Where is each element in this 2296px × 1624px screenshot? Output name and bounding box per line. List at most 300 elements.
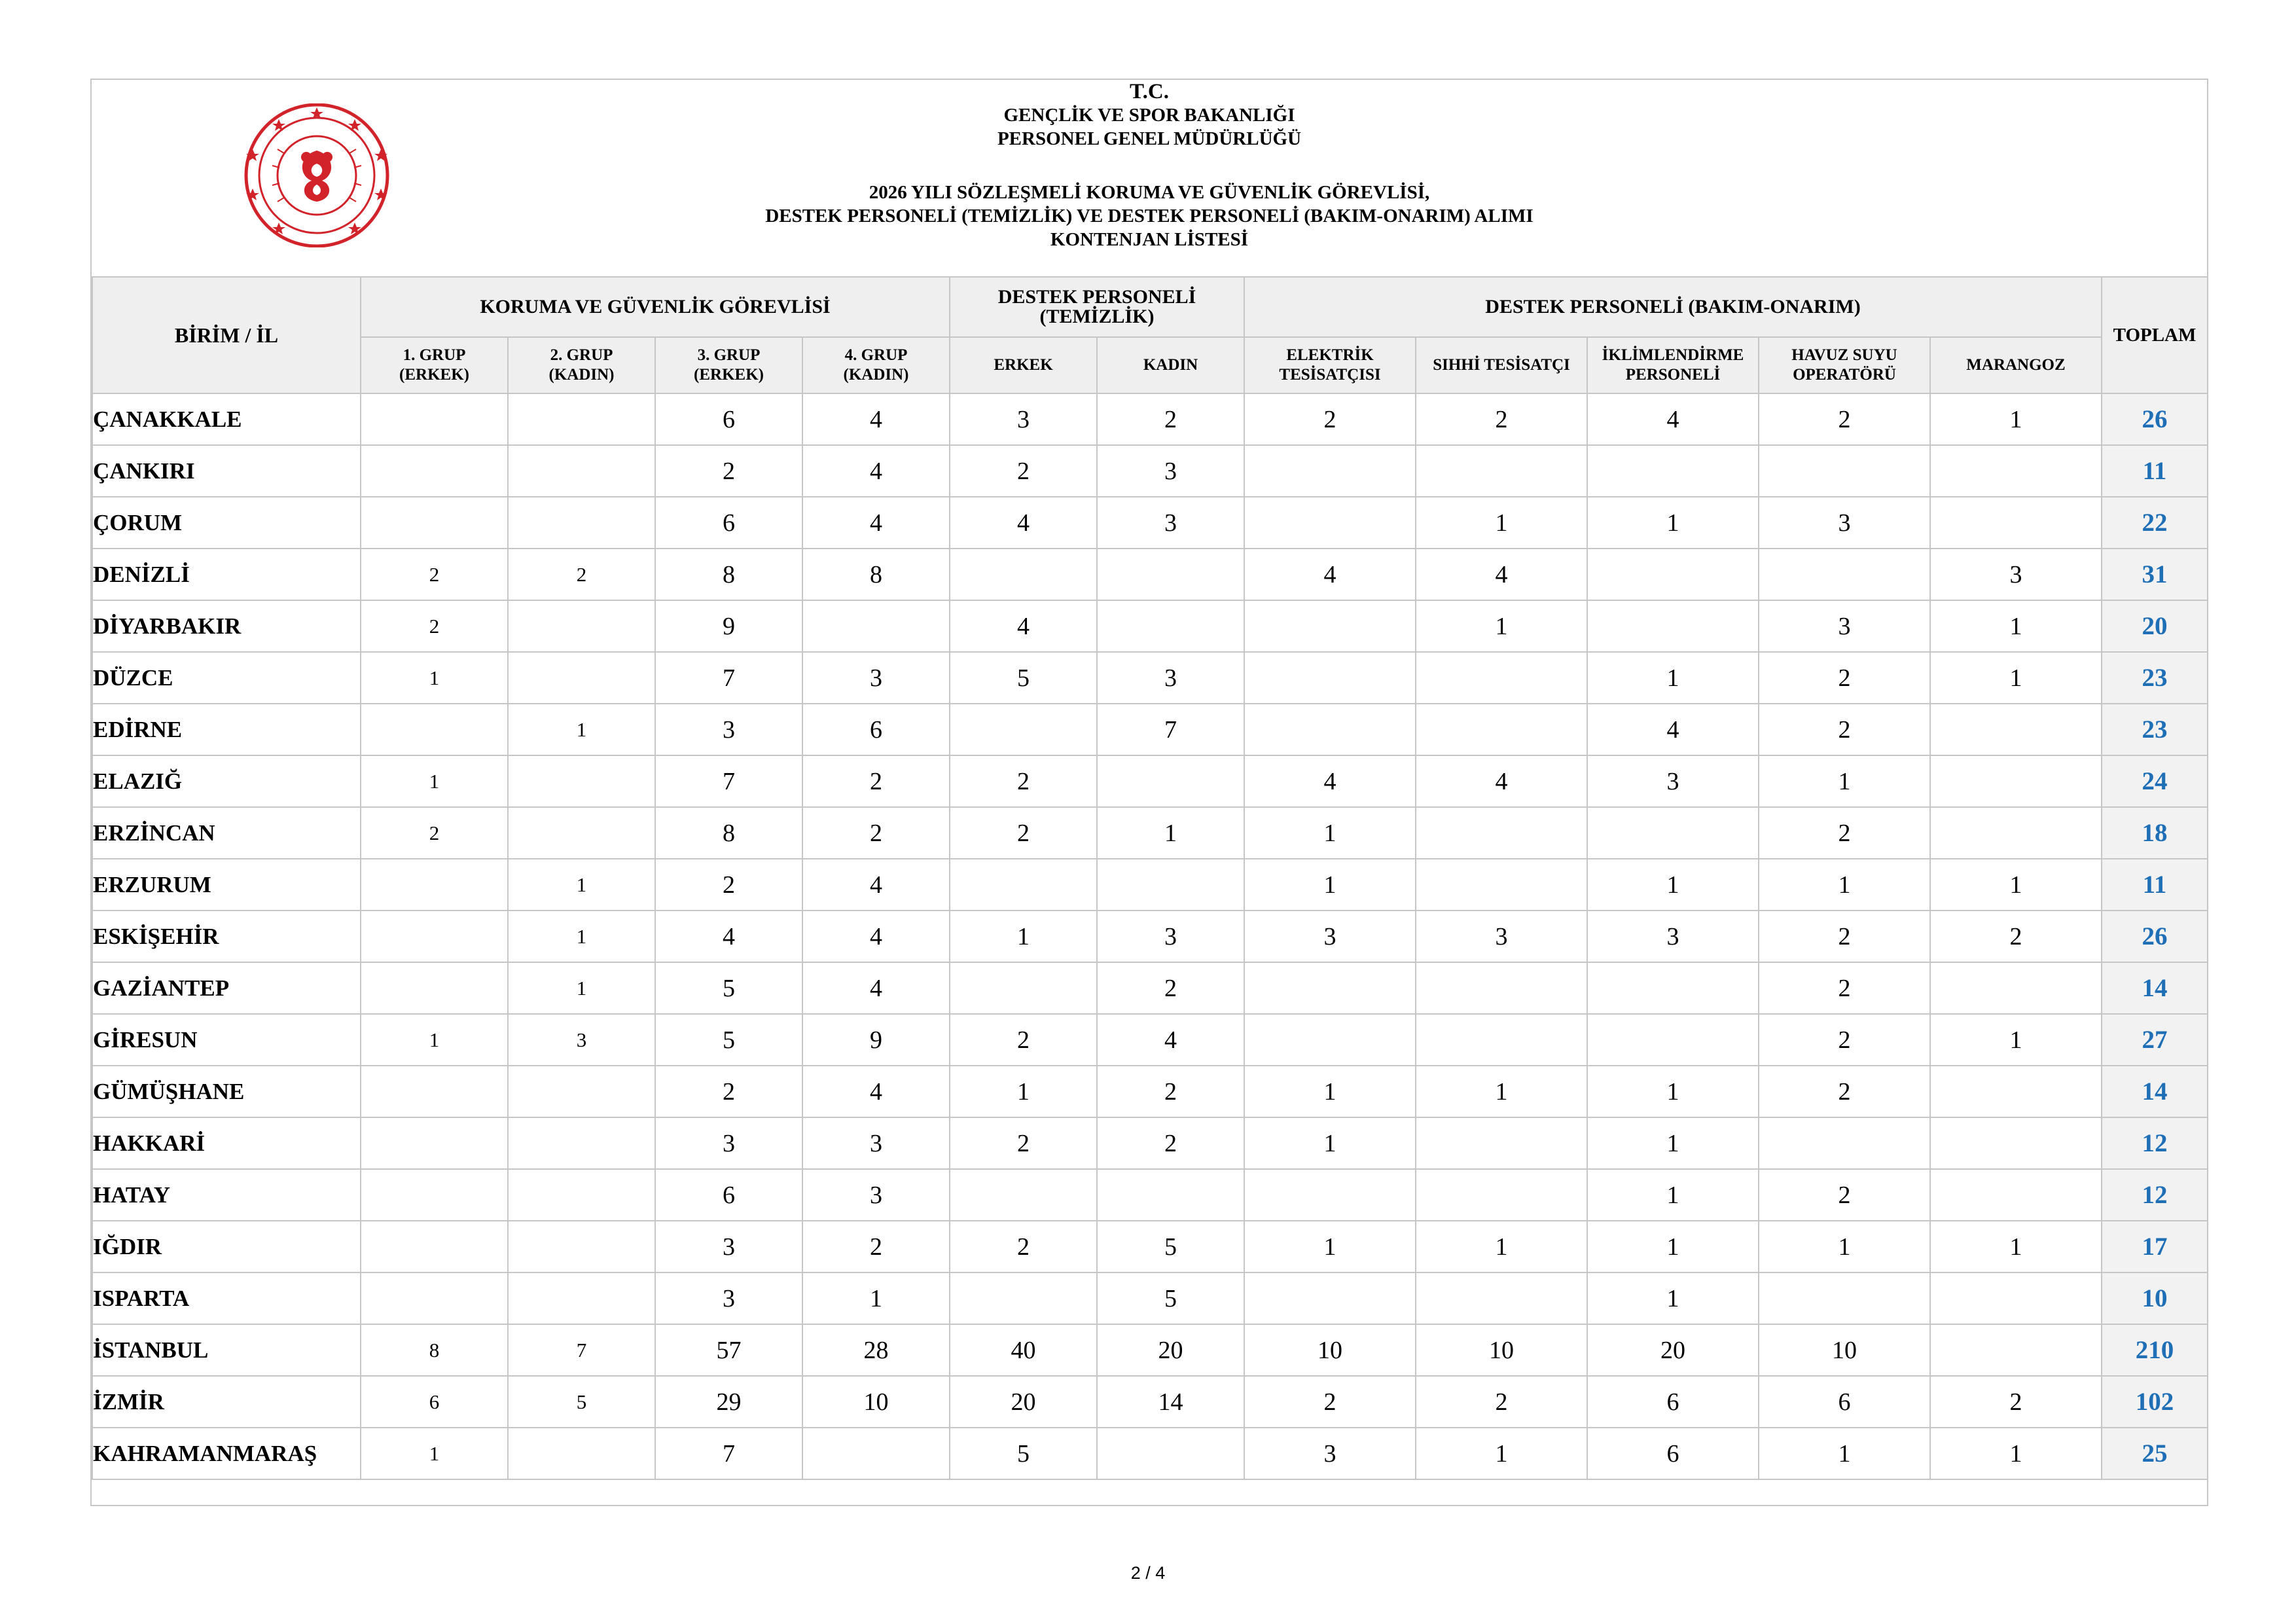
total-cell: 12 (2102, 1117, 2208, 1169)
quota-cell (361, 859, 508, 911)
subheader-col-10-line2: OPERATÖRÜ (1793, 366, 1896, 384)
quota-cell: 2 (1759, 1014, 1930, 1066)
subheader-col-2 (508, 337, 655, 393)
total-cell: 11 (2102, 859, 2208, 911)
quota-cell (1416, 1014, 1587, 1066)
header-birim-il: BİRİM / İL (92, 277, 361, 393)
province-name: GİRESUN (92, 1014, 361, 1066)
quota-cell: 5 (655, 1014, 802, 1066)
table-row (92, 1376, 2208, 1428)
quota-cell: 2 (1416, 1376, 1587, 1428)
province-name: ELAZIĞ (92, 755, 361, 807)
quota-cell (1416, 859, 1587, 911)
quota-cell: 1 (1587, 1272, 1759, 1324)
quota-cell: 1 (950, 1066, 1097, 1117)
table-row (92, 497, 2208, 549)
subheader-col-1 (361, 337, 508, 393)
header-line-directorate: PERSONEL GENEL MÜDÜRLÜĞÜ (997, 128, 1302, 149)
subheader-col-7-line2: TESİSATÇISI (1279, 366, 1381, 384)
province-name: ERZİNCAN (92, 807, 361, 859)
quota-cell: 2 (950, 755, 1097, 807)
quota-cell (1416, 807, 1587, 859)
quota-cell: 4 (802, 393, 950, 445)
quota-cell: 2 (1097, 962, 1244, 1014)
quota-cell: 3 (802, 1117, 950, 1169)
total-cell: 210 (2102, 1324, 2208, 1376)
quota-cell: 1 (1930, 1014, 2102, 1066)
quota-cell: 3 (1759, 600, 1930, 652)
total-cell: 23 (2102, 652, 2208, 704)
total-cell: 24 (2102, 755, 2208, 807)
quota-cell: 29 (655, 1376, 802, 1428)
header-line-title-2: DESTEK PERSONELİ (TEMİZLİK) VE DESTEK PERSONELİ (BAKIM-ONARIM) ALIMI (765, 206, 1534, 226)
province-name: KAHRAMANMARAŞ (92, 1428, 361, 1479)
quota-cell (950, 962, 1097, 1014)
quota-cell: 8 (361, 1324, 508, 1376)
quota-cell: 1 (1930, 859, 2102, 911)
quota-cell: 2 (950, 445, 1097, 497)
quota-cell (1244, 1014, 1416, 1066)
quota-cell: 4 (1097, 1014, 1244, 1066)
quota-cell: 5 (1097, 1221, 1244, 1272)
quota-cell: 5 (1097, 1272, 1244, 1324)
subheader-col-6-line1: KADIN (1143, 356, 1198, 374)
quota-cell: 3 (1097, 497, 1244, 549)
quota-cell: 1 (508, 911, 655, 962)
quota-cell: 1 (1587, 1169, 1759, 1221)
page-number: 2 / 4 (1130, 1563, 1166, 1583)
quota-cell: 4 (802, 962, 950, 1014)
quota-cell: 1 (1244, 1221, 1416, 1272)
quota-cell: 2 (802, 807, 950, 859)
quota-cell: 3 (1097, 445, 1244, 497)
quota-cell: 1 (1244, 1066, 1416, 1117)
quota-cell (508, 1117, 655, 1169)
quota-cell (1587, 600, 1759, 652)
quota-cell (361, 962, 508, 1014)
province-name: HAKKARİ (92, 1117, 361, 1169)
province-name: ÇORUM (92, 497, 361, 549)
quota-cell (1097, 755, 1244, 807)
quota-cell (361, 497, 508, 549)
quota-cell: 1 (1416, 497, 1587, 549)
subheader-col-11-line1: MARANGOZ (1966, 356, 2066, 374)
quota-cell: 1 (1416, 1221, 1587, 1272)
total-cell: 18 (2102, 807, 2208, 859)
quota-cell (508, 755, 655, 807)
quota-cell (1416, 1169, 1587, 1221)
table-row (92, 755, 2208, 807)
table-row (92, 1272, 2208, 1324)
total-cell: 11 (2102, 445, 2208, 497)
quota-cell: 1 (1587, 1117, 1759, 1169)
total-cell: 31 (2102, 549, 2208, 600)
subheader-col-7 (1244, 337, 1416, 393)
subheader-col-3 (655, 337, 802, 393)
quota-cell (361, 393, 508, 445)
header-toplam: TOPLAM (2102, 277, 2208, 393)
quota-cell (1244, 497, 1416, 549)
total-cell: 23 (2102, 704, 2208, 755)
quota-cell: 2 (1244, 1376, 1416, 1428)
subheader-col-8-line1: SIHHİ TESİSATÇI (1433, 356, 1570, 374)
quota-cell: 2 (1759, 807, 1930, 859)
total-cell: 17 (2102, 1221, 2208, 1272)
quota-cell: 40 (950, 1324, 1097, 1376)
total-cell: 22 (2102, 497, 2208, 549)
table-row (92, 600, 2208, 652)
table-row (92, 549, 2208, 600)
quota-cell: 2 (655, 1066, 802, 1117)
quota-cell (1930, 704, 2102, 755)
quota-cell: 3 (1244, 911, 1416, 962)
subheader-col-4-line1: 4. GRUP (844, 346, 908, 364)
quota-cell: 1 (1930, 1221, 2102, 1272)
quota-cell: 4 (950, 497, 1097, 549)
quota-cell: 3 (802, 652, 950, 704)
quota-cell (361, 1272, 508, 1324)
quota-cell: 2 (802, 755, 950, 807)
total-cell: 25 (2102, 1428, 2208, 1479)
header-group-koruma-guvenlik: KORUMA VE GÜVENLİK GÖREVLİSİ (361, 277, 950, 337)
quota-cell: 9 (802, 1014, 950, 1066)
header-line-tc: T.C. (1130, 80, 1169, 103)
header-line-title-3: KONTENJAN LİSTESİ (1050, 229, 1249, 250)
quota-cell: 2 (655, 445, 802, 497)
header-line-title-1: 2026 YILI SÖZLEŞMELİ KORUMA VE GÜVENLİK GÖREVLİSİ, (869, 182, 1430, 203)
quota-cell: 2 (950, 1221, 1097, 1272)
quota-cell: 1 (1244, 1117, 1416, 1169)
quota-cell (361, 911, 508, 962)
quota-cell (1587, 1014, 1759, 1066)
quota-cell (1930, 497, 2102, 549)
quota-cell: 3 (1244, 1428, 1416, 1479)
quota-cell (1416, 1117, 1587, 1169)
subheader-col-3-line1: 3. GRUP (697, 346, 761, 364)
quota-cell: 4 (802, 911, 950, 962)
quota-cell (1759, 549, 1930, 600)
subheader-col-3-line2: (ERKEK) (694, 366, 764, 384)
quota-cell (1930, 1272, 2102, 1324)
table-row (92, 1324, 2208, 1376)
subheader-col-5 (950, 337, 1097, 393)
quota-cell (1587, 549, 1759, 600)
quota-cell: 3 (1759, 497, 1930, 549)
quota-cell: 1 (1759, 1428, 1930, 1479)
quota-cell (802, 1428, 950, 1479)
quota-cell (1244, 652, 1416, 704)
quota-cell: 7 (655, 652, 802, 704)
quota-cell (950, 1272, 1097, 1324)
table-row (92, 911, 2208, 962)
quota-cell: 3 (1587, 755, 1759, 807)
quota-cell: 2 (1759, 704, 1930, 755)
province-name: ISPARTA (92, 1272, 361, 1324)
quota-cell: 20 (950, 1376, 1097, 1428)
quota-cell: 5 (950, 1428, 1097, 1479)
total-cell: 14 (2102, 962, 2208, 1014)
province-name: DİYARBAKIR (92, 600, 361, 652)
quota-cell: 2 (361, 807, 508, 859)
quota-table (92, 276, 2208, 1480)
quota-cell: 10 (1759, 1324, 1930, 1376)
subheader-col-10 (1759, 337, 1930, 393)
quota-cell: 6 (655, 1169, 802, 1221)
table-row (92, 859, 2208, 911)
quota-cell: 1 (1587, 859, 1759, 911)
quota-cell (1930, 807, 2102, 859)
quota-cell: 1 (508, 704, 655, 755)
quota-cell: 1 (1587, 1221, 1759, 1272)
quota-cell: 2 (1097, 1117, 1244, 1169)
quota-cell (1587, 807, 1759, 859)
quota-cell: 1 (508, 859, 655, 911)
quota-cell: 8 (655, 549, 802, 600)
total-cell: 14 (2102, 1066, 2208, 1117)
quota-cell (361, 1169, 508, 1221)
quota-cell (1097, 1169, 1244, 1221)
subheader-col-11 (1930, 337, 2102, 393)
quota-cell (1416, 445, 1587, 497)
subheader-col-1-line2: (ERKEK) (399, 366, 469, 384)
quota-cell (1244, 1169, 1416, 1221)
subheader-row (92, 337, 2208, 393)
total-cell: 26 (2102, 393, 2208, 445)
table-row (92, 652, 2208, 704)
quota-cell: 2 (361, 600, 508, 652)
quota-cell: 3 (655, 704, 802, 755)
quota-cell: 1 (1930, 600, 2102, 652)
quota-cell: 2 (1097, 393, 1244, 445)
quota-cell: 2 (1759, 1066, 1930, 1117)
quota-cell (1930, 1324, 2102, 1376)
quota-cell: 2 (361, 549, 508, 600)
quota-cell: 8 (655, 807, 802, 859)
quota-cell: 4 (802, 497, 950, 549)
quota-cell: 2 (1930, 911, 2102, 962)
quota-cell (1097, 1428, 1244, 1479)
quota-cell: 1 (1759, 1221, 1930, 1272)
quota-cell: 1 (1930, 393, 2102, 445)
province-name: ÇANKIRI (92, 445, 361, 497)
quota-cell: 4 (655, 911, 802, 962)
quota-cell (1244, 704, 1416, 755)
quota-cell: 1 (1759, 859, 1930, 911)
quota-cell (508, 1272, 655, 1324)
quota-cell (1930, 962, 2102, 1014)
quota-cell: 57 (655, 1324, 802, 1376)
quota-cell: 2 (1759, 652, 1930, 704)
quota-cell: 10 (802, 1376, 950, 1428)
quota-cell: 4 (1416, 755, 1587, 807)
quota-cell: 1 (1244, 807, 1416, 859)
quota-cell: 2 (950, 1014, 1097, 1066)
quota-cell (950, 704, 1097, 755)
quota-cell: 7 (655, 755, 802, 807)
quota-cell (1930, 755, 2102, 807)
quota-cell: 9 (655, 600, 802, 652)
quota-cell: 3 (655, 1221, 802, 1272)
quota-cell: 28 (802, 1324, 950, 1376)
quota-cell: 2 (655, 859, 802, 911)
quota-cell: 3 (950, 393, 1097, 445)
subheader-col-4-line2: (KADIN) (843, 366, 909, 384)
province-name: IĞDIR (92, 1221, 361, 1272)
quota-cell (1759, 445, 1930, 497)
quota-cell (1244, 962, 1416, 1014)
quota-cell: 1 (1930, 652, 2102, 704)
quota-cell (1759, 1117, 1930, 1169)
quota-cell: 6 (361, 1376, 508, 1428)
quota-cell (361, 704, 508, 755)
quota-cell (508, 1169, 655, 1221)
subheader-col-4 (802, 337, 950, 393)
quota-cell: 3 (1930, 549, 2102, 600)
quota-cell: 4 (1587, 704, 1759, 755)
quota-cell: 3 (655, 1117, 802, 1169)
quota-cell (508, 393, 655, 445)
quota-cell (1587, 445, 1759, 497)
subheader-col-1-line1: 1. GRUP (403, 346, 466, 364)
quota-cell (1930, 1169, 2102, 1221)
quota-cell: 4 (1244, 549, 1416, 600)
document-frame (90, 79, 2208, 1506)
quota-cell: 5 (508, 1376, 655, 1428)
province-name: EDİRNE (92, 704, 361, 755)
quota-cell (361, 445, 508, 497)
table-body (92, 393, 2208, 1479)
quota-cell (361, 1066, 508, 1117)
province-name: ÇANAKKALE (92, 393, 361, 445)
quota-cell (361, 1117, 508, 1169)
province-name: GÜMÜŞHANE (92, 1066, 361, 1117)
total-cell: 102 (2102, 1376, 2208, 1428)
subheader-col-5-line1: ERKEK (994, 356, 1053, 374)
quota-cell: 1 (1416, 600, 1587, 652)
province-name: ERZURUM (92, 859, 361, 911)
quota-cell: 6 (1587, 1376, 1759, 1428)
quota-cell (1930, 445, 2102, 497)
total-cell: 20 (2102, 600, 2208, 652)
quota-cell: 4 (802, 859, 950, 911)
quota-cell: 1 (508, 962, 655, 1014)
quota-cell: 4 (1587, 393, 1759, 445)
quota-cell: 4 (1416, 549, 1587, 600)
total-cell: 10 (2102, 1272, 2208, 1324)
header-line-ministry: GENÇLİK VE SPOR BAKANLIĞI (1003, 105, 1295, 126)
quota-cell: 2 (1759, 962, 1930, 1014)
quota-cell: 5 (950, 652, 1097, 704)
subheader-col-10-line1: HAVUZ SUYU (1791, 346, 1897, 364)
quota-cell (508, 497, 655, 549)
province-name: HATAY (92, 1169, 361, 1221)
quota-cell (950, 1169, 1097, 1221)
quota-cell: 2 (1244, 393, 1416, 445)
quota-cell: 6 (655, 497, 802, 549)
province-name: ESKİŞEHİR (92, 911, 361, 962)
quota-cell: 10 (1416, 1324, 1587, 1376)
table-row (92, 962, 2208, 1014)
table-row (92, 1169, 2208, 1221)
quota-cell: 3 (508, 1014, 655, 1066)
header-group-temizlik-line1: DESTEK PERSONELİ (997, 286, 1196, 308)
quota-cell: 3 (1097, 652, 1244, 704)
quota-cell: 1 (950, 911, 1097, 962)
quota-cell: 1 (1587, 652, 1759, 704)
quota-cell (1587, 962, 1759, 1014)
quota-cell: 4 (802, 1066, 950, 1117)
table-row (92, 1014, 2208, 1066)
quota-cell: 2 (1759, 911, 1930, 962)
quota-cell: 7 (655, 1428, 802, 1479)
subheader-col-7-line1: ELEKTRİK (1286, 346, 1374, 364)
quota-cell: 3 (1416, 911, 1587, 962)
quota-cell: 20 (1097, 1324, 1244, 1376)
quota-cell: 1 (1930, 1428, 2102, 1479)
header-group-temizlik-line2: (TEMİZLİK) (1039, 306, 1155, 327)
province-name: DÜZCE (92, 652, 361, 704)
quota-cell: 5 (655, 962, 802, 1014)
quota-cell (1244, 445, 1416, 497)
quota-cell (1244, 600, 1416, 652)
quota-cell: 1 (1759, 755, 1930, 807)
total-cell: 26 (2102, 911, 2208, 962)
quota-cell (1930, 1066, 2102, 1117)
quota-cell (508, 807, 655, 859)
quota-cell (950, 549, 1097, 600)
quota-cell (1416, 704, 1587, 755)
quota-cell (508, 652, 655, 704)
quota-cell: 7 (508, 1324, 655, 1376)
quota-cell (1416, 962, 1587, 1014)
quota-cell (1244, 1272, 1416, 1324)
quota-cell: 14 (1097, 1376, 1244, 1428)
quota-cell: 6 (802, 704, 950, 755)
province-name: İSTANBUL (92, 1324, 361, 1376)
quota-cell (508, 600, 655, 652)
subheader-col-6 (1097, 337, 1244, 393)
quota-cell: 1 (1244, 859, 1416, 911)
quota-cell (1097, 859, 1244, 911)
quota-cell: 3 (655, 1272, 802, 1324)
quota-cell (1416, 1272, 1587, 1324)
quota-cell (1097, 600, 1244, 652)
header-group-bakim-onarim: DESTEK PERSONELİ (BAKIM-ONARIM) (1244, 277, 2102, 337)
quota-cell: 2 (1097, 1066, 1244, 1117)
table-row (92, 1221, 2208, 1272)
quota-cell: 1 (361, 1014, 508, 1066)
document-header (92, 80, 2207, 276)
quota-cell: 8 (802, 549, 950, 600)
quota-cell: 6 (655, 393, 802, 445)
quota-cell: 1 (1097, 807, 1244, 859)
quota-cell: 3 (1097, 911, 1244, 962)
quota-cell: 4 (802, 445, 950, 497)
total-cell: 12 (2102, 1169, 2208, 1221)
quota-cell (508, 1221, 655, 1272)
table-row (92, 393, 2208, 445)
quota-cell (508, 445, 655, 497)
quota-cell (1759, 1272, 1930, 1324)
quota-cell: 2 (802, 1221, 950, 1272)
table-row (92, 1117, 2208, 1169)
quota-cell: 1 (802, 1272, 950, 1324)
header-group-temizlik (950, 277, 1244, 337)
quota-cell (1416, 652, 1587, 704)
quota-cell (950, 859, 1097, 911)
quota-cell: 2 (950, 1117, 1097, 1169)
quota-cell (361, 1221, 508, 1272)
